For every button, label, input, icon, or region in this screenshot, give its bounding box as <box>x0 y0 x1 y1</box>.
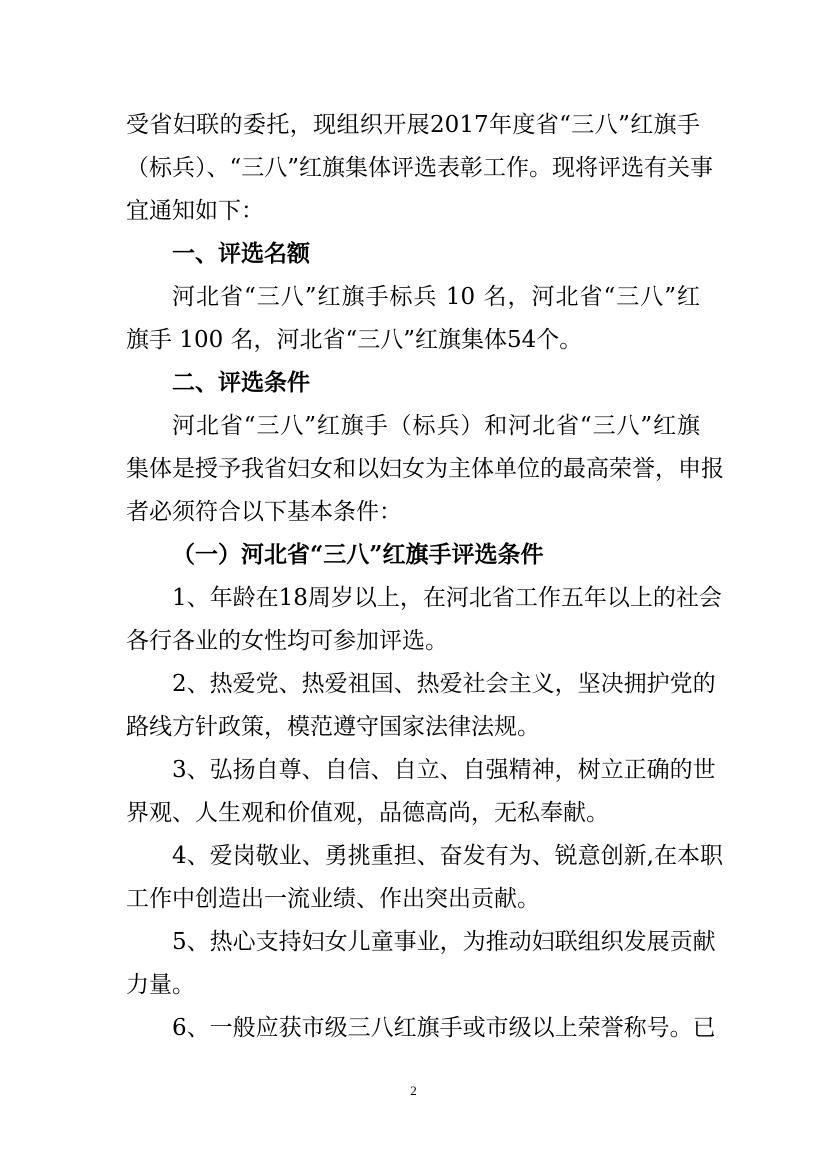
paragraph-line: 各行各业的女性均可参加评选。 <box>126 628 448 654</box>
paragraph-line: 5、热心支持妇女儿童事业，为推动妇联组织发展贡献 <box>172 929 716 955</box>
section-heading: 一、评选名额 <box>172 240 310 267</box>
paragraph-line: 工作中创造出一流业绩、作出突出贡献。 <box>126 886 540 912</box>
paragraph-line: 6、一般应获市级三八红旗手或市级以上荣誉称号。已 <box>172 1015 716 1041</box>
paragraph-line: 1、年龄在18周岁以上，在河北省工作五年以上的社会 <box>172 585 722 611</box>
paragraph-line: （标兵）、“三八”红旗集体评选表彰工作。现将评选有关事 <box>126 155 714 181</box>
paragraph-line: 者必须符合以下基本条件： <box>126 499 402 525</box>
paragraph-line: 河北省“三八”红旗手（标兵）和河北省“三八”红旗 <box>172 413 700 439</box>
paragraph-line: 旗手 100 名，河北省“三八”红旗集体54个。 <box>126 327 583 353</box>
paragraph-line: 界观、人生观和价值观，品德高尚，无私奉献。 <box>126 800 609 826</box>
paragraph-line: 河北省“三八”红旗手标兵 10 名，河北省“三八”红 <box>172 284 700 310</box>
paragraph-line: 宜通知如下： <box>126 198 264 224</box>
paragraph-line: 3、弘扬自尊、自信、自立、自强精神，树立正确的世 <box>172 757 716 783</box>
page-number: 2 <box>410 1083 417 1098</box>
section-heading: 二、评选条件 <box>172 369 310 396</box>
paragraph-line: 2、热爱党、热爱祖国、热爱社会主义，坚决拥护党的 <box>172 671 716 697</box>
paragraph-line: 力量。 <box>126 972 195 998</box>
subsection-heading: （一）河北省“三八”红旗手评选条件 <box>172 541 544 568</box>
paragraph-line: 集体是授予我省妇女和以妇女为主体单位的最高荣誉，申报 <box>126 456 724 482</box>
paragraph-line: 路线方针政策，模范遵守国家法律法规。 <box>126 714 540 740</box>
paragraph-line: 4、爱岗敬业、勇挑重担、奋发有为、锐意创新,在本职 <box>172 843 723 869</box>
paragraph-line: 受省妇联的委托，现组织开展2017年度省“三八”红旗手 <box>126 112 700 138</box>
